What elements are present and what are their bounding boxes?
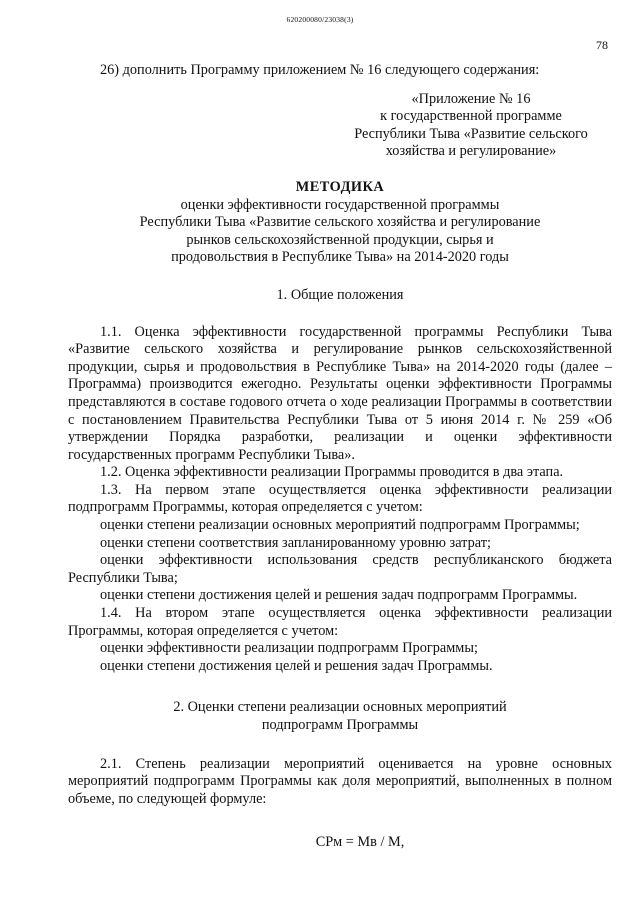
paragraph-1-1: 1.1. Оценка эффективности государственной программы Республики Тыва «Развитие сельского хозяйства и регулирование рынков сельскохозяйственной продукции, сырья и продовольствия в Республике Тыва» на 2014-2020 годы (далее – Программа) производится ежегодно. Результаты оценки эффективности Программы представляются в составе годового отчета о ходе реализации Программы в соответствии с постановлением Правительства Республики Тыва от 5 июня 2014 г. № 259 «Об утверждении Порядка разработки, реализации и оценки эффективности государственных программ Республики Тыва». (68, 323, 612, 463)
document-body (68, 62, 612, 852)
appendix-reference (340, 91, 602, 161)
heading-line: подпрограмм Программы (261, 717, 419, 733)
intro-paragraph: 26) дополнить Программу приложением № 16 следующего содержания: (100, 62, 540, 78)
methodology-title (68, 179, 612, 267)
appendix-line: хозяйства и регулирование» (385, 143, 557, 160)
list-item: оценки степени реализации основных мероприятий подпрограмм Программы; (100, 517, 580, 534)
list-item: оценки степени соответствия запланированному уровню затрат; (100, 534, 491, 551)
title-subtitle (68, 197, 612, 267)
appendix-line: Республики Тыва «Развитие сельского (354, 125, 588, 142)
section-2-heading (68, 699, 612, 734)
document-code: 620200080/23038(3) (286, 15, 354, 24)
title-main: МЕТОДИКА (295, 178, 385, 195)
page-number: 78 (596, 38, 608, 52)
appendix-line: «Приложение № 16 (411, 90, 531, 107)
title-line: Республики Тыва «Развитие сельского хозяйства и регулирование (139, 214, 541, 231)
paragraph-1-4: 1.4. На втором этапе осуществляется оценка эффективности реализации Программы, которая определяется с учетом: (68, 605, 612, 639)
appendix-line: к государственной программе (380, 108, 562, 125)
title-line: рынков сельскохозяйственной продукции, сырья и (186, 231, 494, 248)
heading-line: 2. Оценки степени реализации основных мероприятий (173, 699, 507, 716)
list-item: оценки эффективности реализации подпрограмм Программы; (100, 640, 478, 657)
list-item: оценки степени достижения целей и решения задач подпрограмм Программы. (100, 587, 578, 604)
formula: СРм = Мв / М, (315, 834, 405, 851)
section-1-heading: 1. Общие положения (276, 286, 404, 303)
paragraph-1-3: 1.3. На первом этапе осуществляется оценка эффективности реализации подпрограмм Программы, которая определяется с учетом: (68, 481, 612, 516)
paragraph-2-1: 2.1. Степень реализации мероприятий оценивается на уровне основных мероприятий подпрограмм Программы как доля мероприятий, выполненных в полном объеме, по следующей формуле: (68, 755, 612, 807)
list-item: оценки эффективности использования средств республиканского бюджета Республики Тыва; (68, 552, 612, 586)
title-line: оценки эффективности государственной программы (180, 196, 500, 213)
paragraph-1-2: 1.2. Оценка эффективности реализации Программы проводится в два этапа. (100, 464, 564, 481)
title-line: продовольствия в Республике Тыва» на 2014-2020 годы (171, 249, 509, 266)
list-item: оценки степени достижения целей и решения задач Программы. (100, 657, 493, 674)
